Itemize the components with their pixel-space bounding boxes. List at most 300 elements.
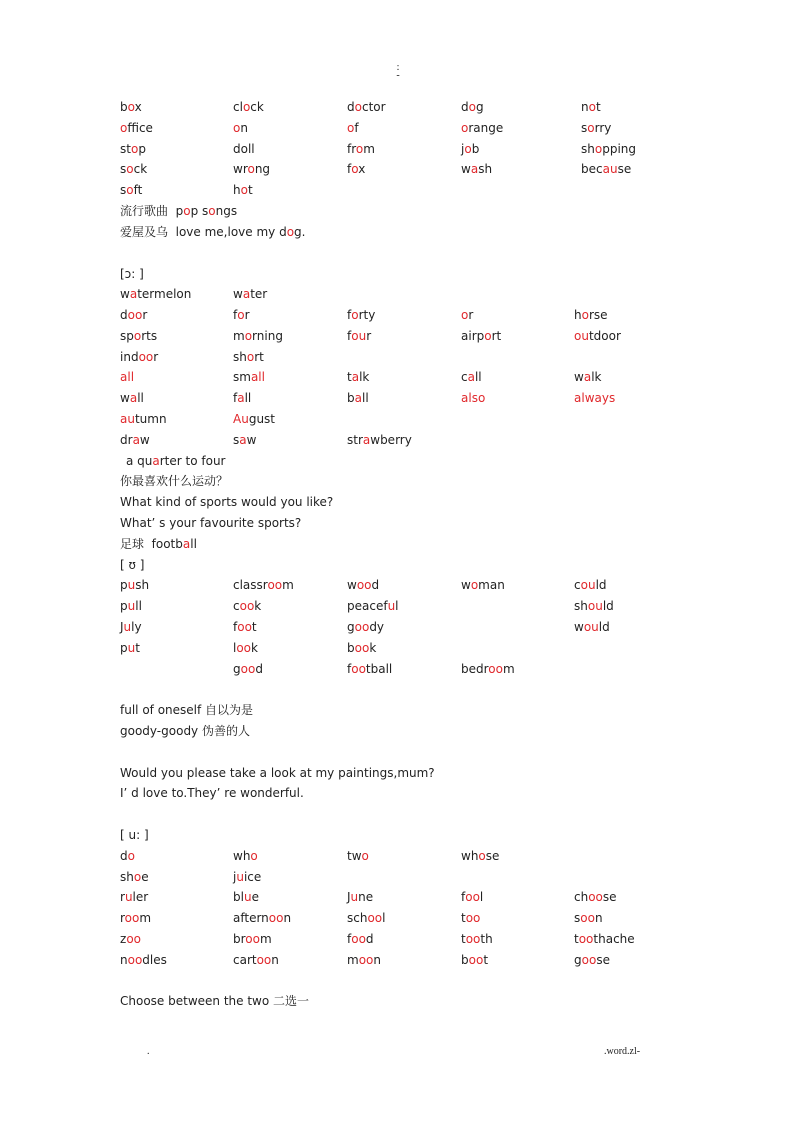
highlighted-letters: oo: [356, 578, 372, 592]
word-text: k: [251, 641, 258, 655]
phrase-love-to: I’ d love to.They’ re wonderful.: [120, 786, 304, 800]
vocab-word: [347, 910, 386, 926]
vocab-word: [120, 182, 142, 198]
word-text: w: [139, 433, 150, 447]
highlighted-letters: a: [129, 391, 138, 405]
vocab-word: [347, 307, 375, 323]
vocab-word: [581, 120, 611, 136]
word-text: w: [461, 162, 471, 176]
highlighted-letters: o: [130, 142, 139, 156]
word-text: sh: [581, 142, 595, 156]
highlighted-letters: oo: [126, 932, 141, 946]
vocab-word: [347, 848, 369, 864]
highlighted-letters: oo: [268, 911, 284, 925]
word-text: man: [478, 578, 505, 592]
word-text: f: [347, 329, 352, 343]
highlighted-letters: oo: [580, 911, 595, 925]
word-text: r: [468, 308, 474, 322]
highlighted-letters: ou: [583, 620, 599, 634]
phrase-goody-goody: goody-goody 伪善的人: [120, 724, 250, 738]
word-text: rts: [141, 329, 158, 343]
vocab-word: [233, 328, 283, 344]
vocab-word: [120, 889, 148, 905]
word-text: g: [233, 662, 241, 676]
highlighted-letters: o: [246, 350, 255, 364]
word-text: sh: [233, 350, 247, 364]
word-text: bl: [233, 890, 244, 904]
word-text: t: [135, 641, 140, 655]
word-text: se: [485, 849, 500, 863]
word-text: r: [142, 308, 148, 322]
vocab-word: [120, 619, 142, 635]
vocab-word: [347, 161, 365, 177]
vocab-word: [574, 598, 614, 614]
word-text: h: [574, 308, 582, 322]
word-text: r: [153, 350, 159, 364]
word-text: sh: [120, 870, 134, 884]
highlighted-letters: o: [242, 100, 251, 114]
word-text: tdoor: [588, 329, 621, 343]
word-text: c: [233, 599, 240, 613]
highlighted-letters: ou: [580, 578, 596, 592]
vocab-word: [574, 931, 635, 947]
vocab-word: [461, 661, 515, 677]
word-text: w: [574, 620, 584, 634]
vocab-word: [233, 411, 275, 427]
word-text: f: [233, 308, 238, 322]
word-text: n: [240, 121, 248, 135]
vocab-word: [233, 141, 255, 157]
vocab-word: [120, 848, 135, 864]
highlighted-letters: oo: [256, 953, 272, 967]
word-text: lk: [359, 370, 370, 384]
vocab-word: [461, 141, 479, 157]
word-text: m: [502, 662, 515, 676]
word-text: rter to four: [159, 454, 226, 468]
word-text: peacef: [347, 599, 388, 613]
vocab-word: [574, 307, 608, 323]
word-text: h: [233, 183, 241, 197]
vocab-word: [461, 99, 484, 115]
word-text: p: [120, 641, 128, 655]
highlighted-letters: o: [587, 121, 595, 135]
word-text: d: [255, 662, 263, 676]
word-text: bedr: [461, 662, 489, 676]
word-text: f: [347, 162, 352, 176]
word-text: 爱屋及乌 love me,love my d: [120, 225, 287, 239]
phonetic-label-u-long: [ u: ]: [120, 828, 149, 842]
word-text: w: [574, 370, 584, 384]
vocab-word: [233, 640, 258, 656]
phrase-look-at-paintings: Would you please take a look at my paintings,mum?: [120, 766, 435, 780]
phrase-pop-songs: [120, 203, 237, 219]
word-text: r: [366, 329, 372, 343]
word-text: ter: [250, 287, 268, 301]
word-text: ld: [595, 578, 607, 592]
highlighted-letters: oo: [354, 641, 370, 655]
vocab-word: [233, 598, 261, 614]
highlighted-letters: o: [478, 849, 486, 863]
word-text: rt: [254, 350, 264, 364]
highlighted-letters: oo: [351, 932, 366, 946]
word-text: g.: [294, 225, 306, 239]
highlighted-letters: o: [133, 870, 142, 884]
word-text: bec: [581, 162, 603, 176]
highlighted-letters: oo: [488, 662, 503, 676]
word-text: d: [365, 932, 374, 946]
phrase-love-me-love-my-dog: [120, 224, 305, 240]
vocab-word: [120, 349, 158, 365]
word-text: r: [120, 890, 125, 904]
word-text: t: [483, 953, 489, 967]
word-text: gust: [248, 412, 276, 426]
vocab-word: [120, 577, 149, 593]
word-text: m: [347, 953, 359, 967]
vocab-word: [574, 328, 621, 344]
word-text: doll: [233, 142, 255, 156]
vocab-word: [233, 889, 259, 905]
vocab-word: [233, 619, 257, 635]
highlighted-letters: oo: [588, 890, 603, 904]
highlighted-letters: o: [240, 183, 248, 197]
word-text: se: [602, 890, 617, 904]
word-text: f: [347, 932, 352, 946]
vocab-word: [233, 390, 251, 406]
phrase-full-of-oneself: full of oneself 自以为是: [120, 703, 254, 717]
word-text: b: [471, 142, 480, 156]
word-text: lk: [591, 370, 602, 384]
word-text: sh: [478, 162, 493, 176]
highlighted-letters: all: [120, 370, 135, 384]
vocab-word: [347, 619, 384, 635]
highlighted-letters: oo: [468, 953, 484, 967]
highlighted-letters: ou: [587, 599, 603, 613]
vocab-word: [233, 161, 270, 177]
word-text: dy: [369, 620, 385, 634]
highlighted-letters: oo: [351, 662, 366, 676]
footer-left-mark: .: [147, 1046, 150, 1057]
vocab-word: [233, 931, 272, 947]
word-text: str: [347, 433, 363, 447]
highlighted-letters: u: [387, 599, 396, 613]
vocab-word: [120, 411, 167, 427]
word-text: j: [461, 142, 465, 156]
footer-right-mark: .word.zl-: [604, 1046, 641, 1057]
highlighted-letters: o: [237, 308, 245, 322]
word-text: classr: [233, 578, 268, 592]
highlighted-letters: a: [129, 287, 138, 301]
word-text: ind: [120, 350, 139, 364]
word-text: ck: [133, 162, 148, 176]
highlighted-letters: a: [351, 370, 360, 384]
word-text: ice: [243, 870, 262, 884]
word-text: k: [369, 641, 377, 655]
highlighted-letters: o: [351, 308, 359, 322]
highlighted-letters: a: [467, 370, 475, 384]
word-text: tumn: [134, 412, 167, 426]
highlighted-letters: o: [126, 162, 134, 176]
word-text: rry: [594, 121, 612, 135]
word-text: sm: [233, 370, 251, 384]
word-text: ll: [361, 391, 369, 405]
word-text: ld: [598, 620, 610, 634]
word-text: cl: [233, 100, 243, 114]
vocab-word: [120, 120, 153, 136]
highlighted-letters: oo: [354, 620, 370, 634]
highlighted-letters: o: [355, 142, 364, 156]
highlighted-letters: o: [461, 121, 469, 135]
word-text: s: [120, 183, 127, 197]
word-text: aftern: [233, 911, 269, 925]
word-text: f: [233, 620, 238, 634]
highlighted-letters: Au: [233, 412, 249, 426]
vocab-word: [347, 640, 376, 656]
word-text: termelon: [137, 287, 192, 301]
word-text: t: [347, 370, 352, 384]
vocab-word: [347, 369, 369, 385]
vocab-word: [347, 432, 412, 448]
vocab-word: [461, 328, 501, 344]
highlighted-letters: oo: [465, 932, 481, 946]
word-text: ne: [358, 890, 374, 904]
highlighted-letters: oo: [237, 620, 252, 634]
highlighted-letters: a: [583, 370, 592, 384]
word-text: f: [233, 391, 238, 405]
word-text: th: [480, 932, 493, 946]
word-text: w: [246, 433, 257, 447]
word-text: dr: [120, 433, 133, 447]
vocab-word: [120, 328, 157, 344]
vocab-word: [120, 99, 142, 115]
highlighted-letters: o: [351, 162, 359, 176]
word-text: ll: [474, 370, 482, 384]
word-text: sh: [574, 599, 588, 613]
word-text: g: [347, 620, 355, 634]
word-text: l: [479, 890, 484, 904]
word-text: p: [120, 578, 128, 592]
word-text: a qu: [126, 454, 153, 468]
word-text: se: [596, 953, 610, 967]
word-text: g: [574, 953, 582, 967]
word-text: se: [617, 162, 632, 176]
vocab-word: [347, 661, 392, 677]
vocab-word: [120, 432, 150, 448]
vocab-word: [461, 120, 503, 136]
word-text: w: [233, 287, 243, 301]
vocab-word: [120, 598, 142, 614]
highlighted-letters: a: [354, 391, 362, 405]
word-text: airp: [461, 329, 485, 343]
vocab-word: [233, 869, 261, 885]
highlighted-letters: o: [247, 162, 255, 176]
vocab-word: [347, 120, 359, 136]
vocab-word: [120, 640, 140, 656]
word-text: x: [358, 162, 366, 176]
word-text: sp: [120, 329, 134, 343]
highlighted-letters: u: [124, 890, 133, 904]
word-text: r: [244, 308, 250, 322]
highlighted-letters: oo: [358, 953, 374, 967]
vocab-word: [120, 952, 167, 968]
word-text: dles: [142, 953, 167, 967]
word-text: c: [461, 370, 468, 384]
highlighted-letters: o: [354, 100, 362, 114]
highlighted-letters: oo: [138, 350, 154, 364]
vocab-word: [120, 369, 134, 385]
highlighted-letters: oo: [267, 578, 283, 592]
word-text: ck: [250, 100, 264, 114]
highlighted-letters: oo: [124, 911, 140, 925]
phrase-football: [120, 536, 197, 552]
word-text: w: [461, 578, 471, 592]
vocab-word: [233, 577, 294, 593]
highlighted-letters: oo: [581, 953, 597, 967]
highlighted-letters: ou: [351, 329, 367, 343]
vocab-word: [461, 369, 482, 385]
word-text: ld: [602, 599, 614, 613]
word-text: ft: [133, 183, 143, 197]
vocab-word: [120, 910, 151, 926]
word-text: wr: [233, 162, 248, 176]
word-text: s: [120, 162, 127, 176]
word-text: n: [120, 953, 128, 967]
word-text: c: [574, 578, 581, 592]
word-text: m: [259, 932, 272, 946]
vocab-word: [347, 952, 381, 968]
vocab-word: [461, 848, 499, 864]
word-text: t: [574, 932, 579, 946]
word-text: wh: [461, 849, 479, 863]
highlighted-letters: o: [127, 100, 135, 114]
word-text: n: [581, 100, 589, 114]
word-text: f: [354, 121, 359, 135]
word-text: br: [233, 932, 246, 946]
vocab-word: [233, 99, 264, 115]
word-text: b: [347, 391, 355, 405]
highlighted-letters: oo: [367, 911, 383, 925]
vocab-word: [233, 369, 265, 385]
highlighted-letters: oo: [239, 599, 255, 613]
vocab-word: [461, 910, 480, 926]
vocab-word: [120, 141, 146, 157]
word-text: tw: [347, 849, 362, 863]
vocab-word: [233, 952, 279, 968]
phrase-quarter-to-four: [126, 453, 226, 469]
highlighted-letters: u: [350, 890, 359, 904]
word-text: n: [271, 953, 279, 967]
vocab-word: [574, 910, 603, 926]
word-text: ch: [574, 890, 589, 904]
vocab-word: [347, 931, 374, 947]
word-text: s: [574, 911, 581, 925]
word-text: ctor: [361, 100, 386, 114]
word-text: d: [371, 578, 380, 592]
vocab-word: [574, 390, 615, 406]
highlighted-letters: oo: [236, 641, 252, 655]
word-text: ffice: [127, 121, 153, 135]
word-text: e: [251, 890, 259, 904]
vocab-word: [347, 390, 369, 406]
phrase-chinese-favourite-sport: 你最喜欢什么运动？: [120, 474, 229, 488]
highlighted-letters: o: [361, 849, 369, 863]
word-text: l: [233, 641, 237, 655]
word-text: z: [120, 932, 127, 946]
word-text: thache: [593, 932, 635, 946]
vocab-word: [581, 141, 636, 157]
vocab-word: [233, 286, 267, 302]
word-text: r: [120, 911, 125, 925]
highlighted-letters: u: [243, 890, 252, 904]
vocab-word: [347, 889, 373, 905]
word-text: m: [139, 911, 152, 925]
word-text: n: [283, 911, 292, 925]
vocab-word: [120, 286, 191, 302]
highlighted-letters: always: [574, 391, 616, 405]
word-text: b: [461, 953, 469, 967]
word-text: t: [251, 620, 257, 634]
vocab-word: [233, 182, 253, 198]
vocab-word: [461, 577, 505, 593]
highlighted-letters: a: [362, 433, 371, 447]
word-text: ly: [131, 620, 142, 634]
vocab-word: [574, 952, 610, 968]
word-text: ler: [132, 890, 149, 904]
word-text: wberry: [370, 433, 412, 447]
word-text: n: [373, 953, 381, 967]
word-text: k: [254, 599, 262, 613]
vocab-word: [574, 577, 607, 593]
vocab-word: [581, 99, 601, 115]
word-text: w: [120, 391, 130, 405]
word-text: e: [141, 870, 149, 884]
highlighted-letters: oo: [578, 932, 594, 946]
word-text: rt: [491, 329, 502, 343]
highlighted-letters: o: [461, 308, 469, 322]
word-text: 流行歌曲 p: [120, 204, 184, 218]
word-text: n: [594, 911, 603, 925]
word-text: st: [120, 142, 131, 156]
vocab-word: [120, 390, 144, 406]
highlighted-letters: a: [242, 287, 251, 301]
highlighted-letters: o: [581, 308, 589, 322]
word-text: s: [233, 433, 240, 447]
vocab-word: [461, 307, 473, 323]
highlighted-letters: a: [132, 433, 140, 447]
highlighted-letters: a: [237, 391, 245, 405]
vocab-word: [574, 889, 617, 905]
vocab-word: [574, 619, 610, 635]
word-text: f: [347, 662, 352, 676]
highlighted-letters: also: [461, 391, 486, 405]
highlighted-letters: o: [208, 204, 216, 218]
highlighted-letters: a: [152, 454, 160, 468]
vocab-word: [120, 869, 149, 885]
word-text: rse: [588, 308, 608, 322]
highlighted-letters: o: [468, 100, 476, 114]
word-text: p s: [190, 204, 209, 218]
highlighted-letters: o: [250, 849, 258, 863]
word-text: d: [120, 849, 128, 863]
highlighted-letters: ou: [574, 329, 589, 343]
vocab-word: [461, 931, 493, 947]
word-text: d: [347, 100, 355, 114]
highlighted-letters: u: [127, 578, 136, 592]
highlighted-letters: oo: [465, 890, 480, 904]
vocab-word: [233, 307, 250, 323]
vocab-word: [574, 369, 601, 385]
vocab-word: [120, 161, 147, 177]
word-text: tball: [365, 662, 393, 676]
